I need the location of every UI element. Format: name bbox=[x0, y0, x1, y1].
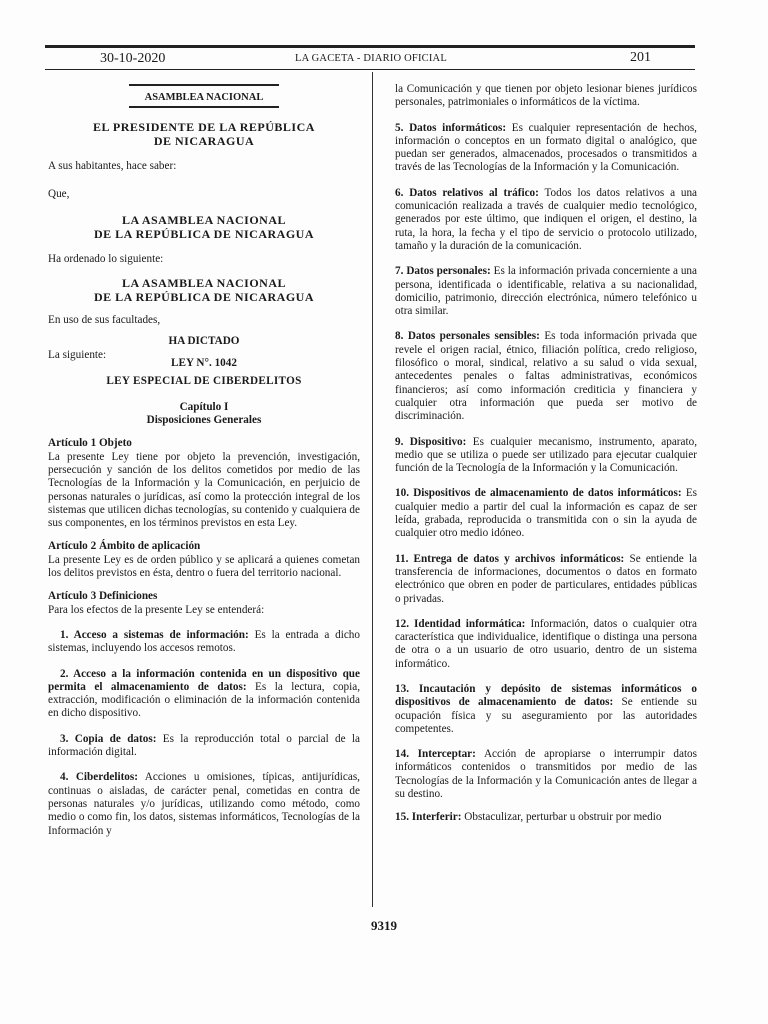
page-number: 201 bbox=[630, 50, 651, 65]
article-2-text: La presente Ley es de orden público y se aplicará a quienes cometan los delitos previstos en ésta, dentro o fuera del territorio nacional. bbox=[48, 553, 360, 580]
asamblea-heading-1a: LA ASAMBLEA NACIONAL bbox=[121, 212, 287, 227]
dictado-heading: HA DICTADO bbox=[168, 335, 240, 348]
left-column bbox=[48, 78, 360, 838]
chapter-title: Disposiciones Generales bbox=[146, 414, 262, 427]
definition-10: 10. Dispositivos de almacenamiento de datos informáticos: Es cualquier medio a partir del cual la información es capaz de ser leída, grabada, reproducida o transmitida con o sin la ayuda de cualquier otro medio idóneo. bbox=[395, 487, 698, 540]
definition-4: 4. Ciberdelitos: Acciones u omisiones, típicas, antijurídicas, continuas o aisladas, de carácter penal, cometidas en contra de personas naturales y/o jurídicas, utilizando como método, como medio o como fin, los datos, sistemas informáticos, Tecnologías de la Información y bbox=[48, 771, 360, 837]
que-text: Que, bbox=[48, 187, 70, 200]
president-heading-1: EL PRESIDENTE DE LA REPÚBLICA bbox=[93, 120, 315, 135]
chapter-number: Capítulo I bbox=[179, 400, 229, 413]
definition-9: 9. Dispositivo: Es cualquier mecanismo, instrumento, aparato, medio que se utiliza o puede ser utilizado para ejecutar cualquier función de la Tecnología de la Información y la Comunicación. bbox=[395, 435, 697, 475]
definition-11: 11. Entrega de datos y archivos informáticos: Se entiende la transferencia de informaciones, documentos o datos en formato electrónico que obren en poder de particulares, entidades públicas o privadas. bbox=[395, 552, 697, 605]
definition-13: 13. Incautación y depósito de sistemas informáticos o dispositivos de almacenamiento de datos: Se entiende su ocupación física y su aseguramiento por las autoridades competentes. bbox=[395, 682, 697, 735]
law-title: LEY ESPECIAL DE CIBERDELITOS bbox=[106, 375, 302, 388]
definition-14: 14. Interceptar: Acción de apropiarse o interrumpir datos informáticos contenidos o transmitidos por medio de las Tecnologías de la Información y la Comunicación antes de llegar a su destino. bbox=[395, 748, 697, 801]
article-2-title: Artículo 2 Ámbito de aplicación bbox=[48, 540, 201, 553]
ordenado-text: Ha ordenado lo siguiente: bbox=[48, 252, 164, 265]
facultades-text: En uso de sus facultades, bbox=[48, 314, 161, 327]
dictado-block bbox=[48, 335, 360, 370]
definition-15: 15. Interferir: Obstaculizar, perturbar u obstruir por medio bbox=[395, 811, 662, 824]
section-rule bbox=[129, 84, 279, 86]
page-header bbox=[45, 50, 695, 68]
asamblea-heading-2b: DE LA REPÚBLICA DE NICARAGUA bbox=[93, 290, 315, 305]
siguiente-text: La siguiente: bbox=[48, 349, 107, 362]
definition-12: 12. Identidad informática: Información, datos o cualquier otra característica que individualice, identifique o distinga una persona de otra o a un usuario de otro usuario, dentro de un sistema informático. bbox=[395, 617, 698, 670]
ley-number: LEY N°. 1042 bbox=[171, 357, 237, 370]
header-bottom-rule bbox=[45, 69, 695, 70]
definition-8: 8. Datos personales sensibles: Es toda información privada que revele el origen racial, étnico, filiación política, credo religioso, filosófico o moral, sindical, relativo a su salud o vida sexual, antecedentes penales o faltas administrativas, económicos financieros; así como información crediticia y financiera y cualquier otra información que pueda ser motivo de discriminación. bbox=[395, 330, 697, 423]
right-column bbox=[395, 83, 697, 825]
definition-1: 1. Acceso a sistemas de información: Es la entrada a dicho sistemas, incluyendo los accesos remotos. bbox=[48, 628, 360, 655]
header-top-rule bbox=[45, 45, 695, 48]
definition-7: 7. Datos personales: Es la información privada concerniente a una persona, identificada o identificable, relativa a su nacionalidad, domicilio, patrimonio, dirección electrónica, número telefónico u otra similar. bbox=[395, 265, 697, 318]
president-heading-2: DE NICARAGUA bbox=[153, 134, 255, 149]
article-3-title: Artículo 3 Definiciones bbox=[48, 590, 158, 603]
habitantes-text: A sus habitantes, hace saber: bbox=[48, 160, 177, 173]
article-1-text: La presente Ley tiene por objeto la prevención, investigación, persecución y sanción de los delitos cometidos por medio de las Tecnologías de la Información y la Comunicación, en perjuicio de personas naturales o jurídicas, así como la protección integral de los sistemas que utilicen dichas tecnologías, su contenido y cualquiera de sus componentes, en los términos previstos en esta Ley. bbox=[48, 450, 360, 530]
definition-3: 3. Copia de datos: Es la reproducción total o parcial de la información digital. bbox=[48, 732, 360, 759]
article-3-text: Para los efectos de la presente Ley se entenderá: bbox=[48, 603, 265, 616]
column-divider bbox=[372, 72, 373, 907]
definition-4-continued: la Comunicación y que tienen por objeto lesionar bienes jurídicos personales, patrimoniales o informáticos de la víctima. bbox=[395, 83, 697, 109]
definition-5: 5. Datos informáticos: Es cualquier representación de hechos, información o conceptos en un formato digital o analógico, que puedan ser generados, almacenados, procesados o transmitidos a través de las Tecnologías de la Información y la Comunicación. bbox=[395, 121, 697, 174]
asamblea-heading-1b: DE LA REPÚBLICA DE NICARAGUA bbox=[93, 226, 315, 241]
article-1-title: Artículo 1 Objeto bbox=[48, 437, 132, 450]
asamblea-heading-2a: LA ASAMBLEA NACIONAL bbox=[121, 276, 287, 291]
definition-2: 2. Acceso a la información contenida en un dispositivo que permita el almacenamiento de datos: Es la lectura, copia, extracción, modificación o eliminación de la información contenida en dicho dispositivo. bbox=[48, 667, 360, 720]
page-folio: 9319 bbox=[371, 918, 397, 933]
publication-name: LA GACETA - DIARIO OFICIAL bbox=[295, 53, 447, 64]
definition-6: 6. Datos relativos al tráfico: Todos los datos relativos a una comunicación realizada a través de cualquier medio tecnológico, generados por este último, que indiquen el origen, el destino, la ruta, la hora, la fecha y el tipo de servicio o protocolo utilizado, tamaño y la duración de la comunicación. bbox=[395, 186, 697, 252]
section-heading: ASAMBLEA NACIONAL bbox=[144, 92, 264, 103]
issue-date: 30-10-2020 bbox=[100, 51, 166, 66]
